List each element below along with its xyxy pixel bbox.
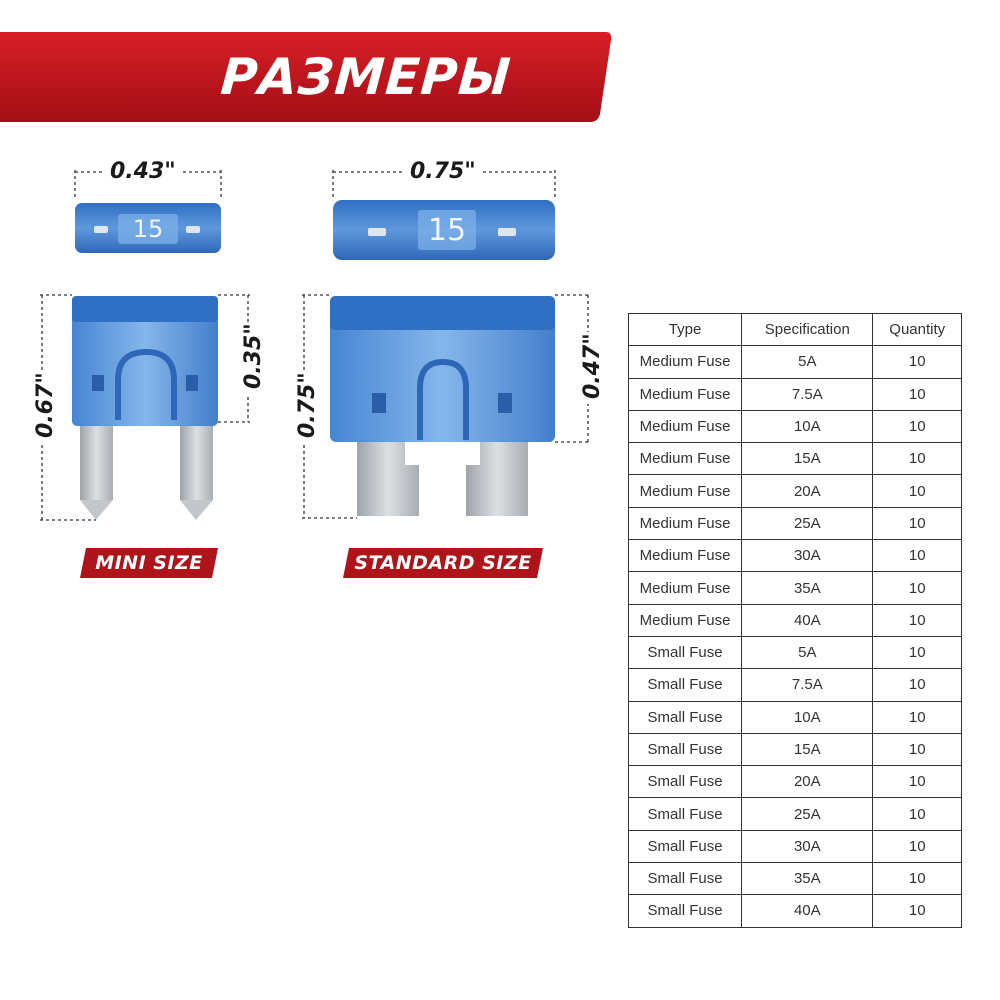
table-row bbox=[629, 798, 962, 830]
type-cell: Medium Fuse bbox=[629, 507, 742, 539]
quantity-cell: 10 bbox=[873, 798, 962, 830]
quantity-cell: 10 bbox=[873, 410, 962, 442]
specification-cell: 30A bbox=[742, 540, 873, 572]
quantity-cell: 10 bbox=[873, 475, 962, 507]
table-row bbox=[629, 346, 962, 378]
table-row bbox=[629, 475, 962, 507]
standard-fuse-front-view bbox=[330, 296, 555, 516]
table-row bbox=[629, 410, 962, 442]
specification-cell: 25A bbox=[742, 798, 873, 830]
quantity-cell: 10 bbox=[873, 669, 962, 701]
table-row bbox=[629, 378, 962, 410]
type-cell: Small Fuse bbox=[629, 798, 742, 830]
specification-cell: 10A bbox=[742, 410, 873, 442]
quantity-cell: 10 bbox=[873, 604, 962, 636]
type-cell: Medium Fuse bbox=[629, 572, 742, 604]
specification-cell: 7.5A bbox=[742, 378, 873, 410]
quantity-cell: 10 bbox=[873, 863, 962, 895]
type-cell: Small Fuse bbox=[629, 636, 742, 668]
quantity-cell: 10 bbox=[873, 507, 962, 539]
table-row bbox=[629, 443, 962, 475]
fuse-illustrations bbox=[0, 0, 620, 600]
specification-cell: 30A bbox=[742, 830, 873, 862]
header-specification: Specification bbox=[742, 314, 873, 346]
quantity-cell: 10 bbox=[873, 830, 962, 862]
type-cell: Medium Fuse bbox=[629, 540, 742, 572]
type-cell: Small Fuse bbox=[629, 701, 742, 733]
specification-cell: 5A bbox=[742, 636, 873, 668]
specification-cell: 35A bbox=[742, 863, 873, 895]
page-title: РАЗМЕРЫ bbox=[218, 48, 514, 106]
type-cell: Medium Fuse bbox=[629, 604, 742, 636]
quantity-cell: 10 bbox=[873, 766, 962, 798]
specification-cell: 7.5A bbox=[742, 669, 873, 701]
header-quantity: Quantity bbox=[873, 314, 962, 346]
type-cell: Small Fuse bbox=[629, 733, 742, 765]
quantity-cell: 10 bbox=[873, 733, 962, 765]
table-row bbox=[629, 863, 962, 895]
standard-fuse-rating: 15 bbox=[427, 212, 467, 248]
table-row bbox=[629, 733, 962, 765]
table-row bbox=[629, 604, 962, 636]
mini-total-height-label: 0.67" bbox=[34, 371, 58, 443]
specification-cell: 20A bbox=[742, 766, 873, 798]
specification-cell: 25A bbox=[742, 507, 873, 539]
specification-cell: 15A bbox=[742, 443, 873, 475]
table-row bbox=[629, 540, 962, 572]
quantity-cell: 10 bbox=[873, 572, 962, 604]
table-row bbox=[629, 830, 962, 862]
standard-size-label: STANDARD SIZE bbox=[354, 552, 532, 574]
table-row bbox=[629, 669, 962, 701]
quantity-cell: 10 bbox=[873, 636, 962, 668]
quantity-cell: 10 bbox=[873, 540, 962, 572]
quantity-cell: 10 bbox=[873, 895, 962, 927]
standard-total-height-label: 0.75" bbox=[296, 371, 320, 443]
quantity-cell: 10 bbox=[873, 443, 962, 475]
type-cell: Medium Fuse bbox=[629, 378, 742, 410]
header-type: Type bbox=[629, 314, 742, 346]
specification-cell: 40A bbox=[742, 604, 873, 636]
type-cell: Small Fuse bbox=[629, 669, 742, 701]
type-cell: Small Fuse bbox=[629, 830, 742, 862]
specification-cell: 40A bbox=[742, 895, 873, 927]
quantity-cell: 10 bbox=[873, 701, 962, 733]
table-row bbox=[629, 766, 962, 798]
mini-fuse-front-view bbox=[72, 296, 218, 520]
mini-fuse-rating: 15 bbox=[132, 215, 164, 243]
quantity-cell: 10 bbox=[873, 378, 962, 410]
table-row bbox=[629, 701, 962, 733]
specification-cell: 5A bbox=[742, 346, 873, 378]
table-header-row bbox=[629, 314, 962, 346]
standard-size-badge bbox=[343, 548, 543, 578]
table-row bbox=[629, 636, 962, 668]
table-body bbox=[629, 346, 962, 927]
standard-body-height-label: 0.47" bbox=[581, 332, 605, 404]
mini-width-label: 0.43" bbox=[105, 160, 181, 184]
table-row bbox=[629, 572, 962, 604]
table-row bbox=[629, 895, 962, 927]
type-cell: Small Fuse bbox=[629, 766, 742, 798]
specification-cell: 15A bbox=[742, 733, 873, 765]
type-cell: Medium Fuse bbox=[629, 410, 742, 442]
table-row bbox=[629, 507, 962, 539]
mini-size-badge bbox=[80, 548, 218, 578]
specification-cell: 35A bbox=[742, 572, 873, 604]
specification-cell: 20A bbox=[742, 475, 873, 507]
type-cell: Medium Fuse bbox=[629, 443, 742, 475]
type-cell: Medium Fuse bbox=[629, 475, 742, 507]
type-cell: Small Fuse bbox=[629, 863, 742, 895]
specification-cell: 10A bbox=[742, 701, 873, 733]
type-cell: Medium Fuse bbox=[629, 346, 742, 378]
quantity-cell: 10 bbox=[873, 346, 962, 378]
mini-body-height-label: 0.35" bbox=[242, 322, 266, 394]
type-cell: Small Fuse bbox=[629, 895, 742, 927]
mini-size-label: MINI SIZE bbox=[95, 552, 203, 574]
fuse-spec-table bbox=[628, 313, 962, 928]
standard-width-label: 0.75" bbox=[405, 160, 481, 184]
